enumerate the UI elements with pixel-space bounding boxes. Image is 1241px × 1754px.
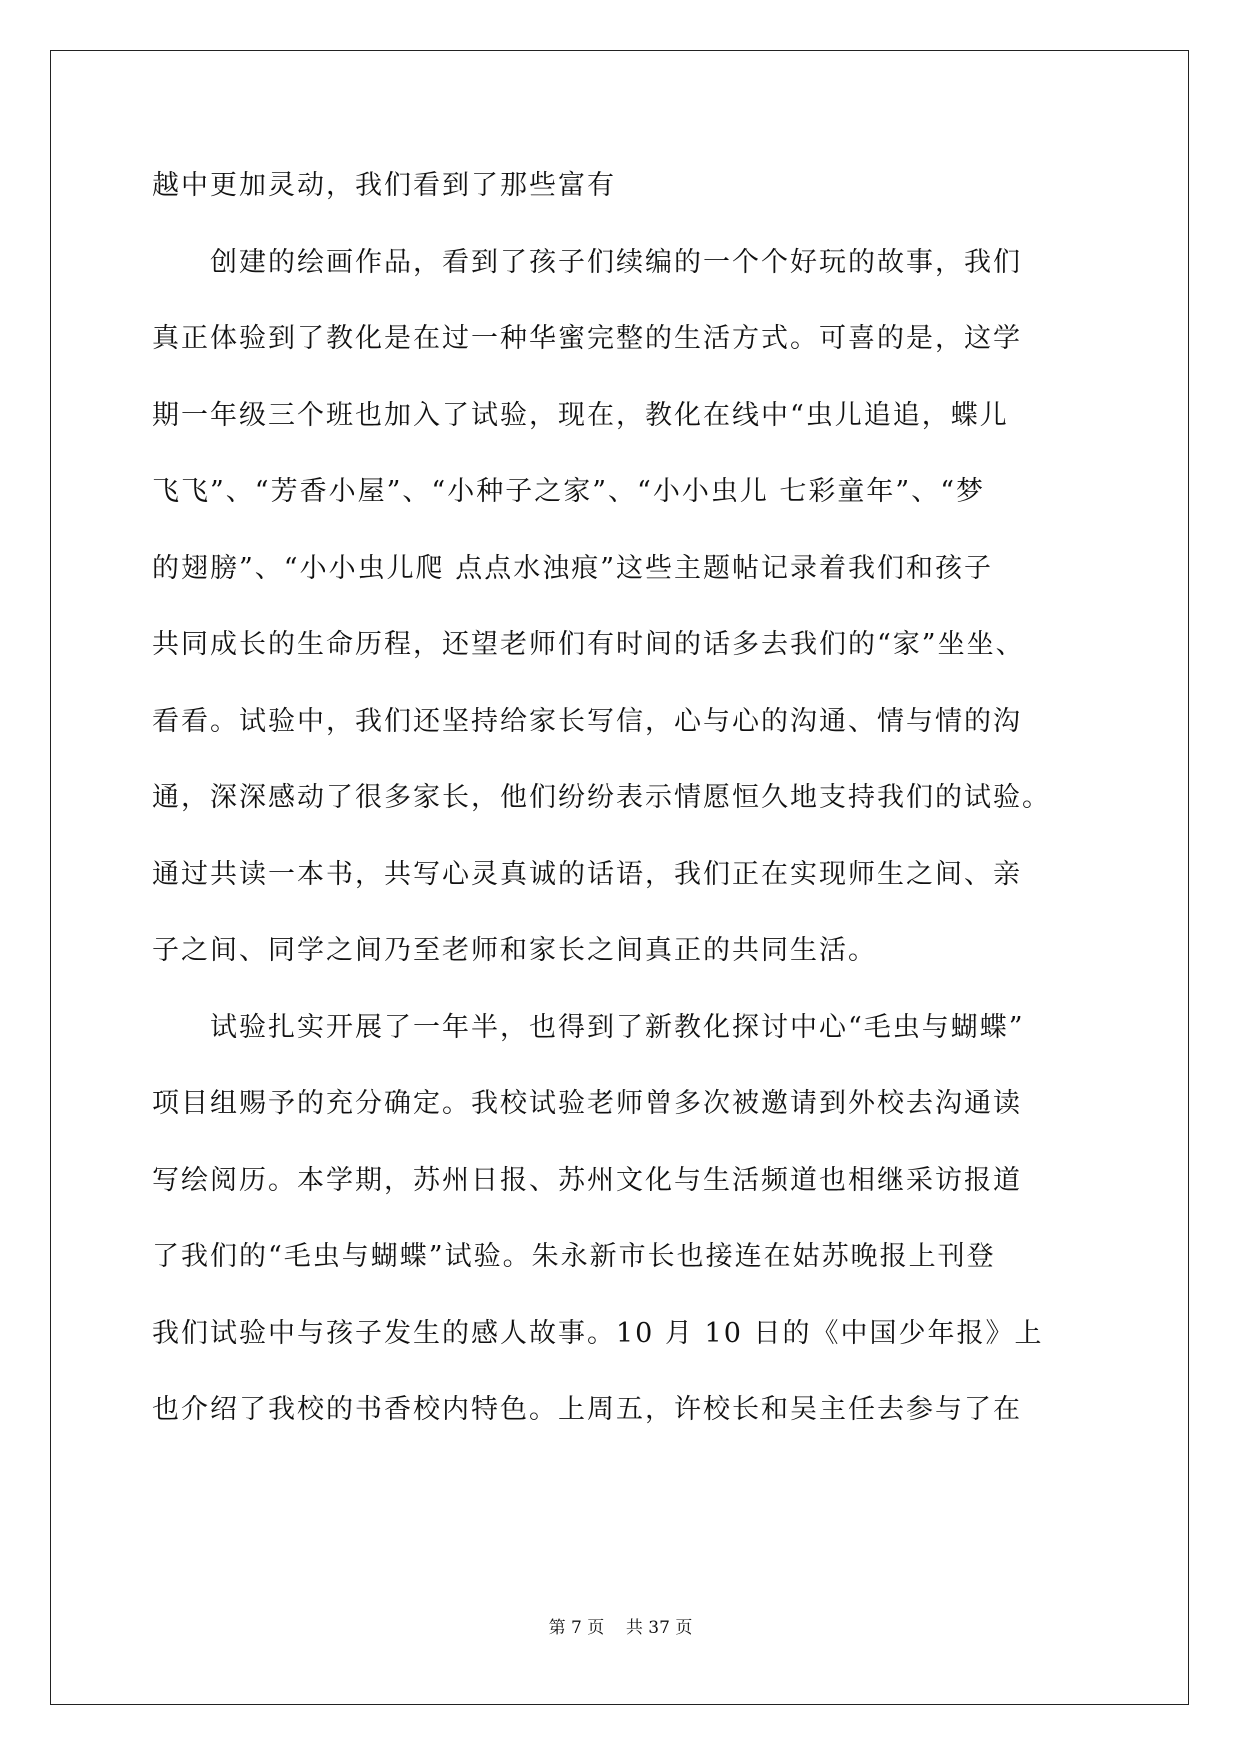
text-line-14: 写绘阅历。本学期，苏州日报、苏州文化与生活频道也相继采访报道 [152,1164,1022,1196]
text-line-17: 也介绍了我校的书香校内特色。上周五，许校长和吴主任去参与了在 [152,1394,1022,1425]
text-line-2: 创建的绘画作品，看到了孩子们续编的一个个好玩的故事，我们 [210,246,1022,278]
text-line-4: 期一年级三个班也加入了试验，现在，教化在线中“虫儿追追，蝶儿 [152,399,1009,431]
text-line-9: 通，深深感动了很多家长，他们纷纷表示情愿恒久地支持我们的试验。 [152,782,1051,813]
text-line-10: 通过共读一本书，共写心灵真诚的话语，我们正在实现师生之间、亲 [152,858,1022,890]
text-line-3: 真正体验到了教化是在过一种华蜜完整的生活方式。可喜的是，这学 [152,323,1022,354]
text-line-15: 了我们的“毛虫与蝴蝶”试验。朱永新市长也接连在姑苏晚报上刊登 [152,1241,996,1272]
text-line-1: 越中更加灵动，我们看到了那些富有 [152,170,616,201]
text-line-12: 试验扎实开展了一年半，也得到了新教化探讨中心“毛虫与蝴蝶” [210,1011,1025,1043]
text-line-8: 看看。试验中，我们还坚持给家长写信，心与心的沟通、情与情的沟 [152,705,1022,737]
page-number-footer: 第 7 页 共 37 页 [548,1618,693,1638]
text-line-6: 的翅膀”、“小小虫儿爬 点点水浊痕”这些主题帖记录着我们和孩子 [152,552,993,584]
text-line-16: 我们试验中与孩子发生的感人故事。10 月 10 日的《中国少年报》上 [152,1317,1044,1349]
text-line-11: 子之间、同学之间乃至老师和家长之间真正的共同生活。 [152,935,877,966]
text-line-13: 项目组赐予的充分确定。我校试验老师曾多次被邀请到外校去沟通读 [152,1088,1022,1119]
text-line-5: 飞飞”、“芳香小屋”、“小种子之家”、“小小虫儿 七彩童年”、“梦 [152,476,986,507]
text-line-7: 共同成长的生命历程，还望老师们有时间的话多去我们的“家”坐坐、 [152,629,1025,660]
